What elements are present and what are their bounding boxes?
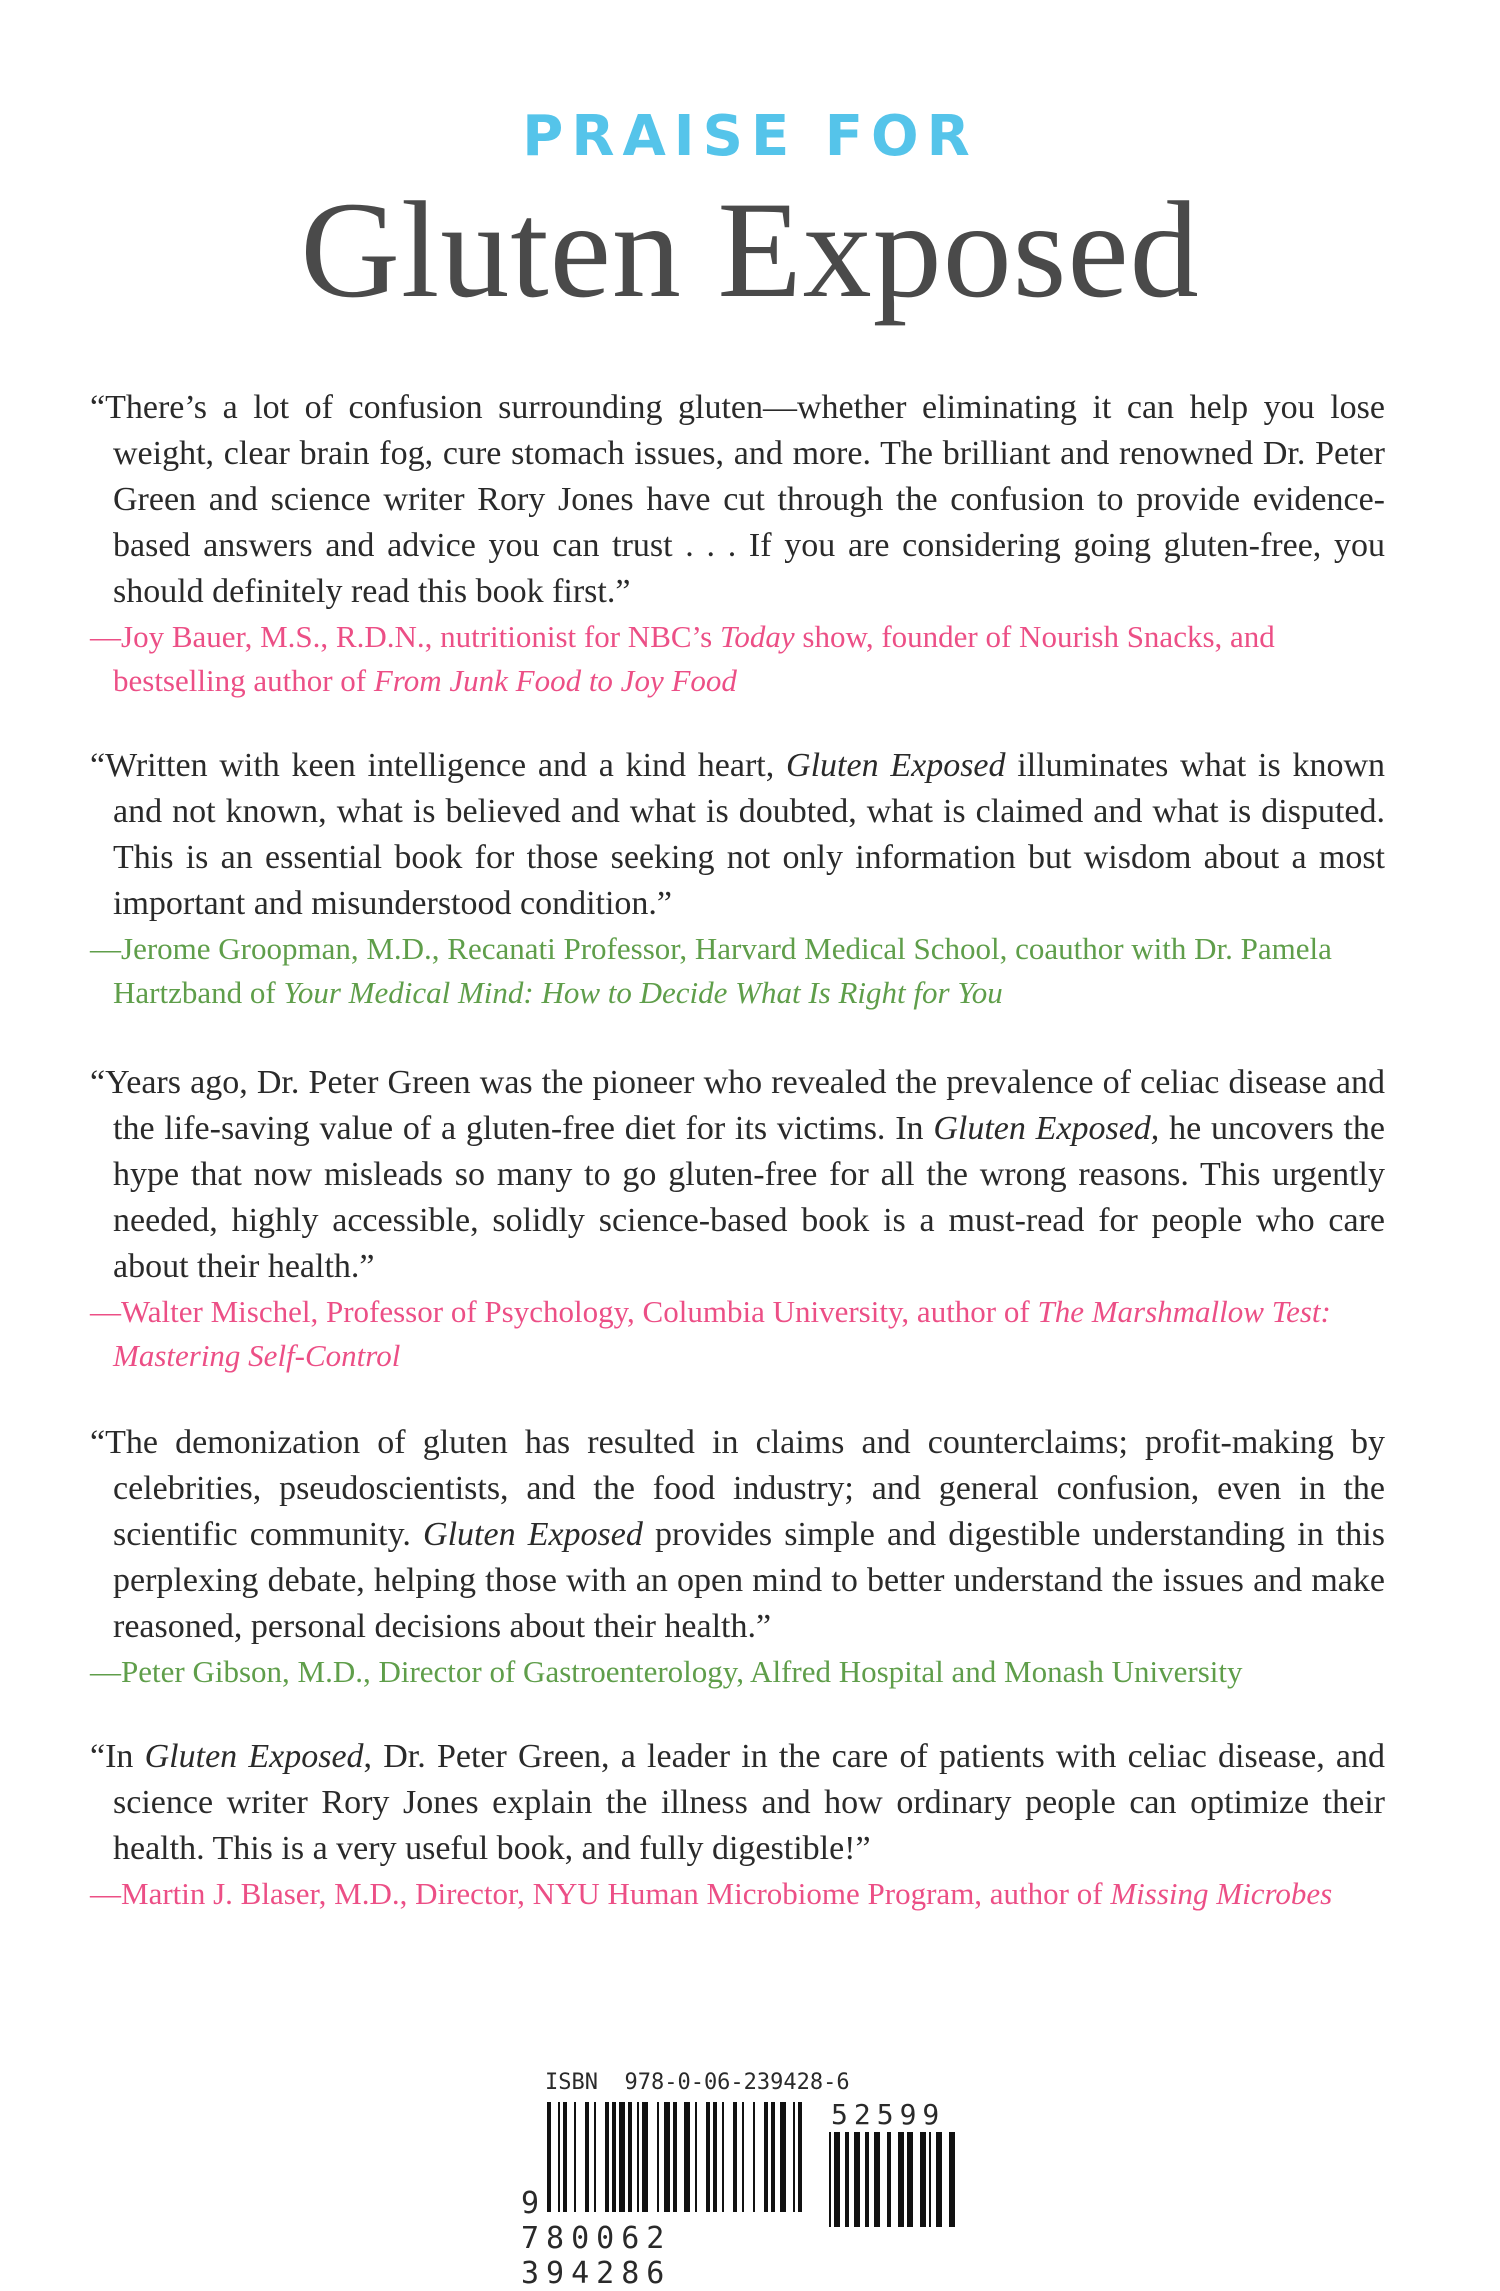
isbn-label: ISBN 978-0-06-239428-6	[545, 2070, 850, 2095]
text-segment: From Junk Food to Joy Food	[373, 663, 737, 698]
barcode-digits: 9 780062 394286	[521, 2186, 672, 2291]
text-segment: —Walter Mischel, Professor of Psychology, Columbia University, author of	[90, 1294, 1038, 1329]
quote-attribution	[90, 1650, 1385, 1694]
text-segment: , Dr. Peter Green, a leader in the care of patients with celiac disease, and science writer Rory Jones explain the illness and how ordinary people can optimize their health. This is a very useful book, and fully digestible!”	[113, 1738, 1385, 1867]
barcode-bar	[713, 2102, 717, 2212]
quote-text	[90, 1060, 1385, 1290]
addon-barcode-bars	[827, 2132, 957, 2227]
barcode-bar	[829, 2132, 831, 2227]
text-segment: Today	[719, 619, 795, 654]
barcode-bar	[929, 2132, 931, 2227]
book-title: Gluten Exposed	[300, 173, 1200, 326]
barcode-bar	[742, 2102, 744, 2212]
quote-text	[90, 743, 1385, 927]
barcode-bar	[793, 2102, 795, 2212]
barcode-bar	[798, 2102, 802, 2212]
barcode-bar	[771, 2102, 775, 2212]
quote-attribution	[90, 1872, 1385, 1916]
barcode-bar	[764, 2102, 768, 2212]
barcode-bar	[887, 2132, 891, 2227]
barcode-bar	[780, 2102, 786, 2212]
text-segment: Gluten Exposed	[423, 1516, 643, 1553]
barcode-bar	[695, 2102, 697, 2212]
quote-text	[90, 385, 1385, 615]
quote-5	[90, 1734, 1385, 1916]
quote-1	[90, 385, 1385, 703]
quote-text	[90, 1420, 1385, 1650]
barcode-bar	[673, 2102, 677, 2212]
text-segment: “The demonization of gluten has resulted in claims and counterclaims; profit-making by celebrities, pseudoscientists, and the food industry; and general confusion, even in the scientific community.	[90, 1424, 1385, 1553]
text-segment: illuminates what is known and not known, what is believed and what is doubted, what is claimed and what is disputed. This is an essential book for those seeking not only information but wisdom about a most important and misunderstood condition.”	[113, 747, 1386, 922]
text-segment: —Jerome Groopman, M.D., Recanati Professor, Harvard Medical School, coauthor with Dr. Pamela Hartzband of	[90, 931, 1332, 1010]
barcode-bar	[684, 2102, 690, 2212]
text-segment: Gluten Exposed	[786, 747, 1006, 784]
barcode-bar	[936, 2132, 942, 2227]
barcode-bar	[722, 2102, 724, 2212]
barcode-bar	[706, 2102, 710, 2212]
quote-attribution	[90, 1290, 1385, 1378]
text-segment: Gluten Exposed	[144, 1738, 364, 1775]
text-segment: —Peter Gibson, M.D., Director of Gastroenterology, Alfred Hospital and Monash University	[90, 1654, 1243, 1689]
text-segment: he uncovers the hype that now misleads so many to go gluten-free for all the wrong reasons. This urgently needed, highly accessible, solidly science-based book is a must-read for people who care about their health.”	[113, 1110, 1385, 1285]
text-segment: provides simple and digestible understanding in this perplexing debate, helping those with an open mind to better understand the issues and make reasoned, personal decisions about their health.”	[113, 1516, 1385, 1645]
quote-4	[90, 1420, 1385, 1694]
barcode-bar	[834, 2132, 840, 2227]
barcode-bar	[920, 2132, 926, 2227]
text-segment: —Joy Bauer, M.S., R.D.N., nutritionist for NBC’s	[90, 619, 720, 654]
barcode-bar	[907, 2132, 913, 2227]
barcode-bar	[733, 2102, 737, 2212]
text-segment: —Martin J. Blaser, M.D., Director, NYU Human Microbiome Program, author of	[90, 1876, 1111, 1911]
text-segment: Missing Microbes	[1110, 1876, 1333, 1911]
text-segment: Your Medical Mind: How to Decide What Is Right for You	[283, 975, 1003, 1010]
quote-text	[90, 1734, 1385, 1872]
barcode-bar	[854, 2132, 860, 2227]
text-segment: “There’s a lot of confusion surrounding gluten—whether eliminating it can help you lose weight, clear brain fog, cure stomach issues, and more. The brilliant and renowned Dr. Peter Green and science writer Rory Jones have cut through the confusion to provide evidence-based answers and advice you can trust . . . If you are considering going gluten-free, you should definitely read this book first.”	[90, 389, 1385, 610]
quote-2	[90, 743, 1385, 1015]
text-segment: “Years ago, Dr. Peter Green was the pioneer who revealed the prevalence of celiac disease and the life-saving value of a gluten-free diet for its victims. In	[90, 1064, 1385, 1147]
text-segment: Gluten Exposed,	[933, 1110, 1160, 1147]
quote-attribution	[90, 615, 1385, 703]
barcode-bar	[753, 2102, 755, 2212]
text-segment: The Marshmallow Test: Mastering Self-Control	[113, 1294, 1331, 1373]
barcode-bar	[865, 2132, 869, 2227]
quote-attribution	[90, 927, 1385, 1015]
text-segment: “In	[90, 1738, 145, 1775]
text-segment: show, founder of Nourish Snacks, and bestselling author of	[113, 619, 1275, 698]
barcode-addon-digits: 52599	[831, 2098, 946, 2131]
barcode-bar	[898, 2132, 904, 2227]
text-segment: “Written with keen intelligence and a kind heart,	[90, 747, 787, 784]
barcode-bar	[874, 2132, 880, 2227]
quote-3	[90, 1060, 1385, 1378]
barcode-bar	[949, 2132, 955, 2227]
barcode-bar	[845, 2132, 849, 2227]
praise-for-kicker: PRAISE FOR	[522, 104, 978, 169]
